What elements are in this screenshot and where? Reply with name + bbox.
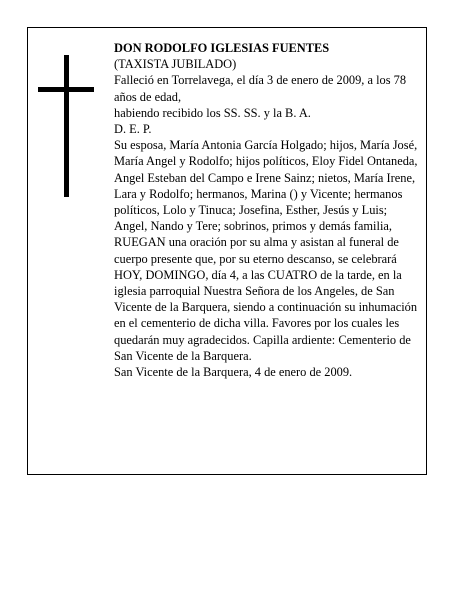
sacraments-line: habiendo recibido los SS. SS. y la B. A. [114,105,311,120]
deceased-name: DON RODOLFO IGLESIAS FUENTES [114,41,330,55]
obituary-text [114,40,418,380]
deceased-occupation: (TAXISTA JUBILADO) [114,57,237,72]
family-list: Su esposa, María Antonia García Holgado; hijos, María José, María Angel y Rodolfo; hijos políticos, Eloy Fidel Ontaneda, Angel Esteban del Campo e Irene Sainz; nietos, María Irene, Lara y Rodolfo; hermanos, Marina () y Vicente; hermanos políticos, Lolo y Tinuca; Josefina, Esther, Jesús y Luis; Angel, Nando y Tere; sobrinos, primos y demás familia, [114,138,418,234]
death-details: Falleció en Torrelavega, el día 3 de enero de 2009, a los 78 años de edad, [114,73,407,104]
place-date: San Vicente de la Barquera, 4 de enero de 2009. [114,365,353,380]
cross-icon [38,55,94,197]
funeral-request: RUEGAN una oración por su alma y asistan al funeral de cuerpo presente que, por su eterno descanso, se celebrará HOY, DOMINGO, día 4, a las CUATRO de la tarde, en la iglesia parroquial Nuestra Señora de los Angeles, de San Vicente de la Barquera, siendo a continuación su inhumación en el cementerio de dicha villa. Favores por los cuales les quedarán muy agradecidos. Capilla ardiente: Cementerio de San Vicente de la Barquera. [114,235,418,363]
rip-line: D. E. P. [114,122,152,137]
